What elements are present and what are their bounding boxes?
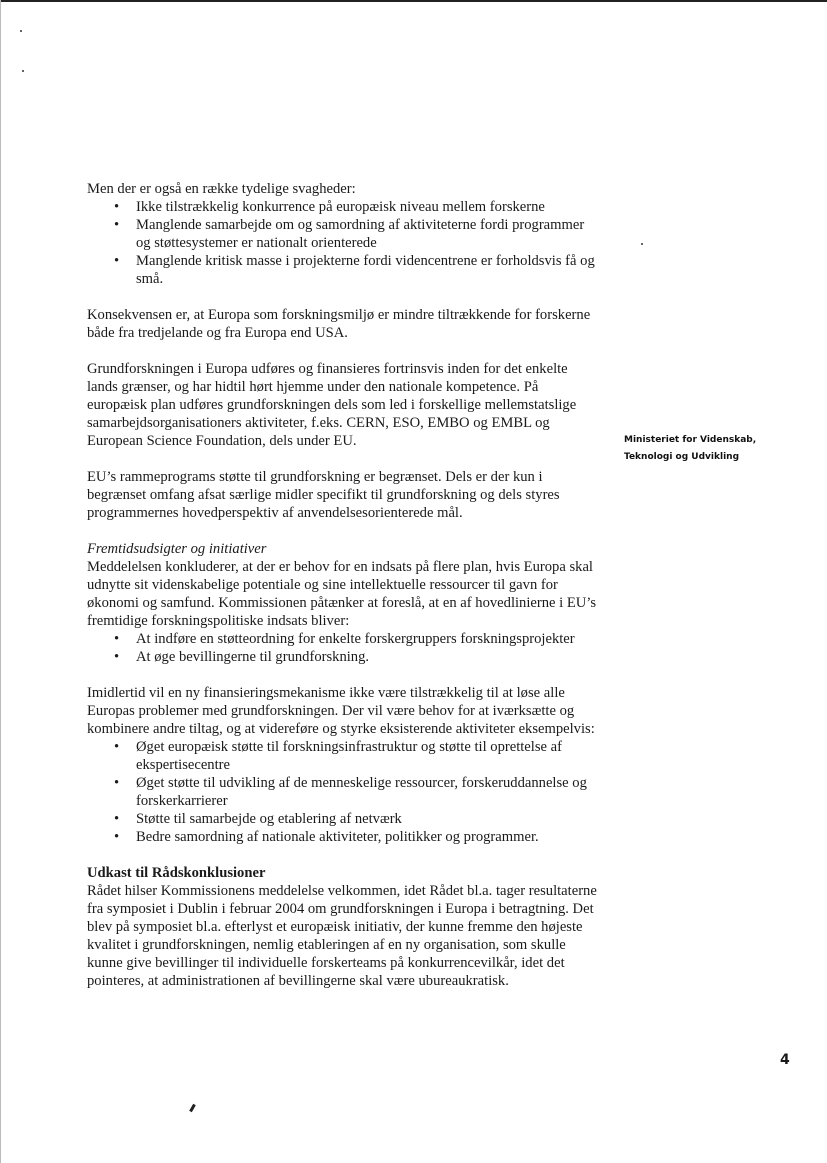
list-item: • Øget europæisk støtte til forskningsinfrastruktur og støtte til oprettelse af ekspertisecentre [87,738,597,774]
scan-speck [22,70,24,72]
council-paragraph: Rådet hilser Kommissionens meddelelse velkommen, idet Rådet bl.a. tager resultaterne fra symposiet i Dublin i februar 2004 om grundforskningen i Europa i betragtning. Det blev på symposiet bl.a. efterlyst et europæisk initiativ, der kunne fremme den højeste kvalitet i grundforskningen, nemlig etableringen af en ny organisation, som skulle kunne give bevillinger til individuelle forskerteams på konkurrencevilkår, idet det pointeres, at administrationen af bevillingerne skal være ubureaukratisk. [87,883,597,989]
top-rule [0,0,827,2]
weaknesses-list [87,198,597,288]
measures-list [87,738,597,846]
scan-speck [641,243,643,245]
document-body [87,180,597,990]
list-item: • Støtte til samarbejde og etablering af netværk [87,810,597,828]
page-number: 4 [780,1052,790,1068]
communication-paragraph: Meddelelsen konkluderer, at der er behov for en indsats på flere plan, hvis Europa skal udnytte sit videnskabelige potentiale og sine intellektuelle ressourcer til gavn for økonomi og samfund. Kommissionen påtænker at foreslå, at en af hovedlinierne i EU’s fremtidige forskningspolitiske indsats bliver: [87,559,597,629]
ministry-sidebar [624,432,804,466]
list-item: • Bedre samordning af nationale aktiviteter, politikker og programmer. [87,828,597,846]
however-paragraph: Imidlertid vil en ny finansieringsmekanisme ikke være tilstrækkelig til at løse alle Europas problemer med grundforskningen. Der vil være behov for at iværksætte og kombinere andre tiltag, og at videreføre og styrke eksisterende aktiviteter eksempelvis: [87,685,595,737]
left-scan-edge [0,0,1,1163]
list-item: • Manglende samarbejde om og samordning af aktiviteterne fordi programmer og støttesystemer er nationalt orienterede [87,216,597,252]
list-item: • Øget støtte til udvikling af de menneskelige ressourcer, forskeruddannelse og forskerkarrierer [87,774,597,810]
eu-framework-paragraph: EU’s rammeprograms støtte til grundforskning er begrænset. Dels er der kun i begrænset omfang afsat særlige midler specifikt til grundforskning og dels styres programmernes hovedperspektiv af anvendelsesorienterede mål. [87,469,560,521]
list-item: • Manglende kritisk masse i projekterne fordi videncentrene er forholdsvis få og små. [87,252,597,288]
basic-research-paragraph: Grundforskningen i Europa udføres og finansieres fortrinsvis inden for det enkelte lands grænser, og har hidtil hørt hjemme under den nationale kompetence. På europæisk plan udføres grundforskningen dels som led i forskellige mellemstatslige samarbejdsorganisationers aktiviteter, f.eks. CERN, ESO, EMBO og EMBL og European Science Foundation, dels under EU. [87,361,577,449]
pen-mark [189,1104,196,1112]
list-item: • Ikke tilstrækkelig konkurrence på europæisk niveau mellem forskerne [87,198,597,216]
ministry-line: Ministeriet for Videnskab, [624,435,757,445]
intro-paragraph: Men der er også en række tydelige svagheder: [87,181,356,197]
section-heading: Udkast til Rådskonklusioner [87,865,266,881]
initiatives-list [87,630,597,666]
list-item: • At øge bevillingerne til grundforskning. [87,648,597,666]
scan-speck [20,30,22,32]
subheading: Fremtidsudsigter og initiativer [87,541,267,557]
ministry-line: Teknologi og Udvikling [624,452,740,462]
consequence-paragraph: Konsekvensen er, at Europa som forskningsmiljø er mindre tiltrækkende for forskerne både fra tredjelande og fra Europa end USA. [87,307,591,341]
list-item: • At indføre en støtteordning for enkelte forskergruppers forskningsprojekter [87,630,597,648]
